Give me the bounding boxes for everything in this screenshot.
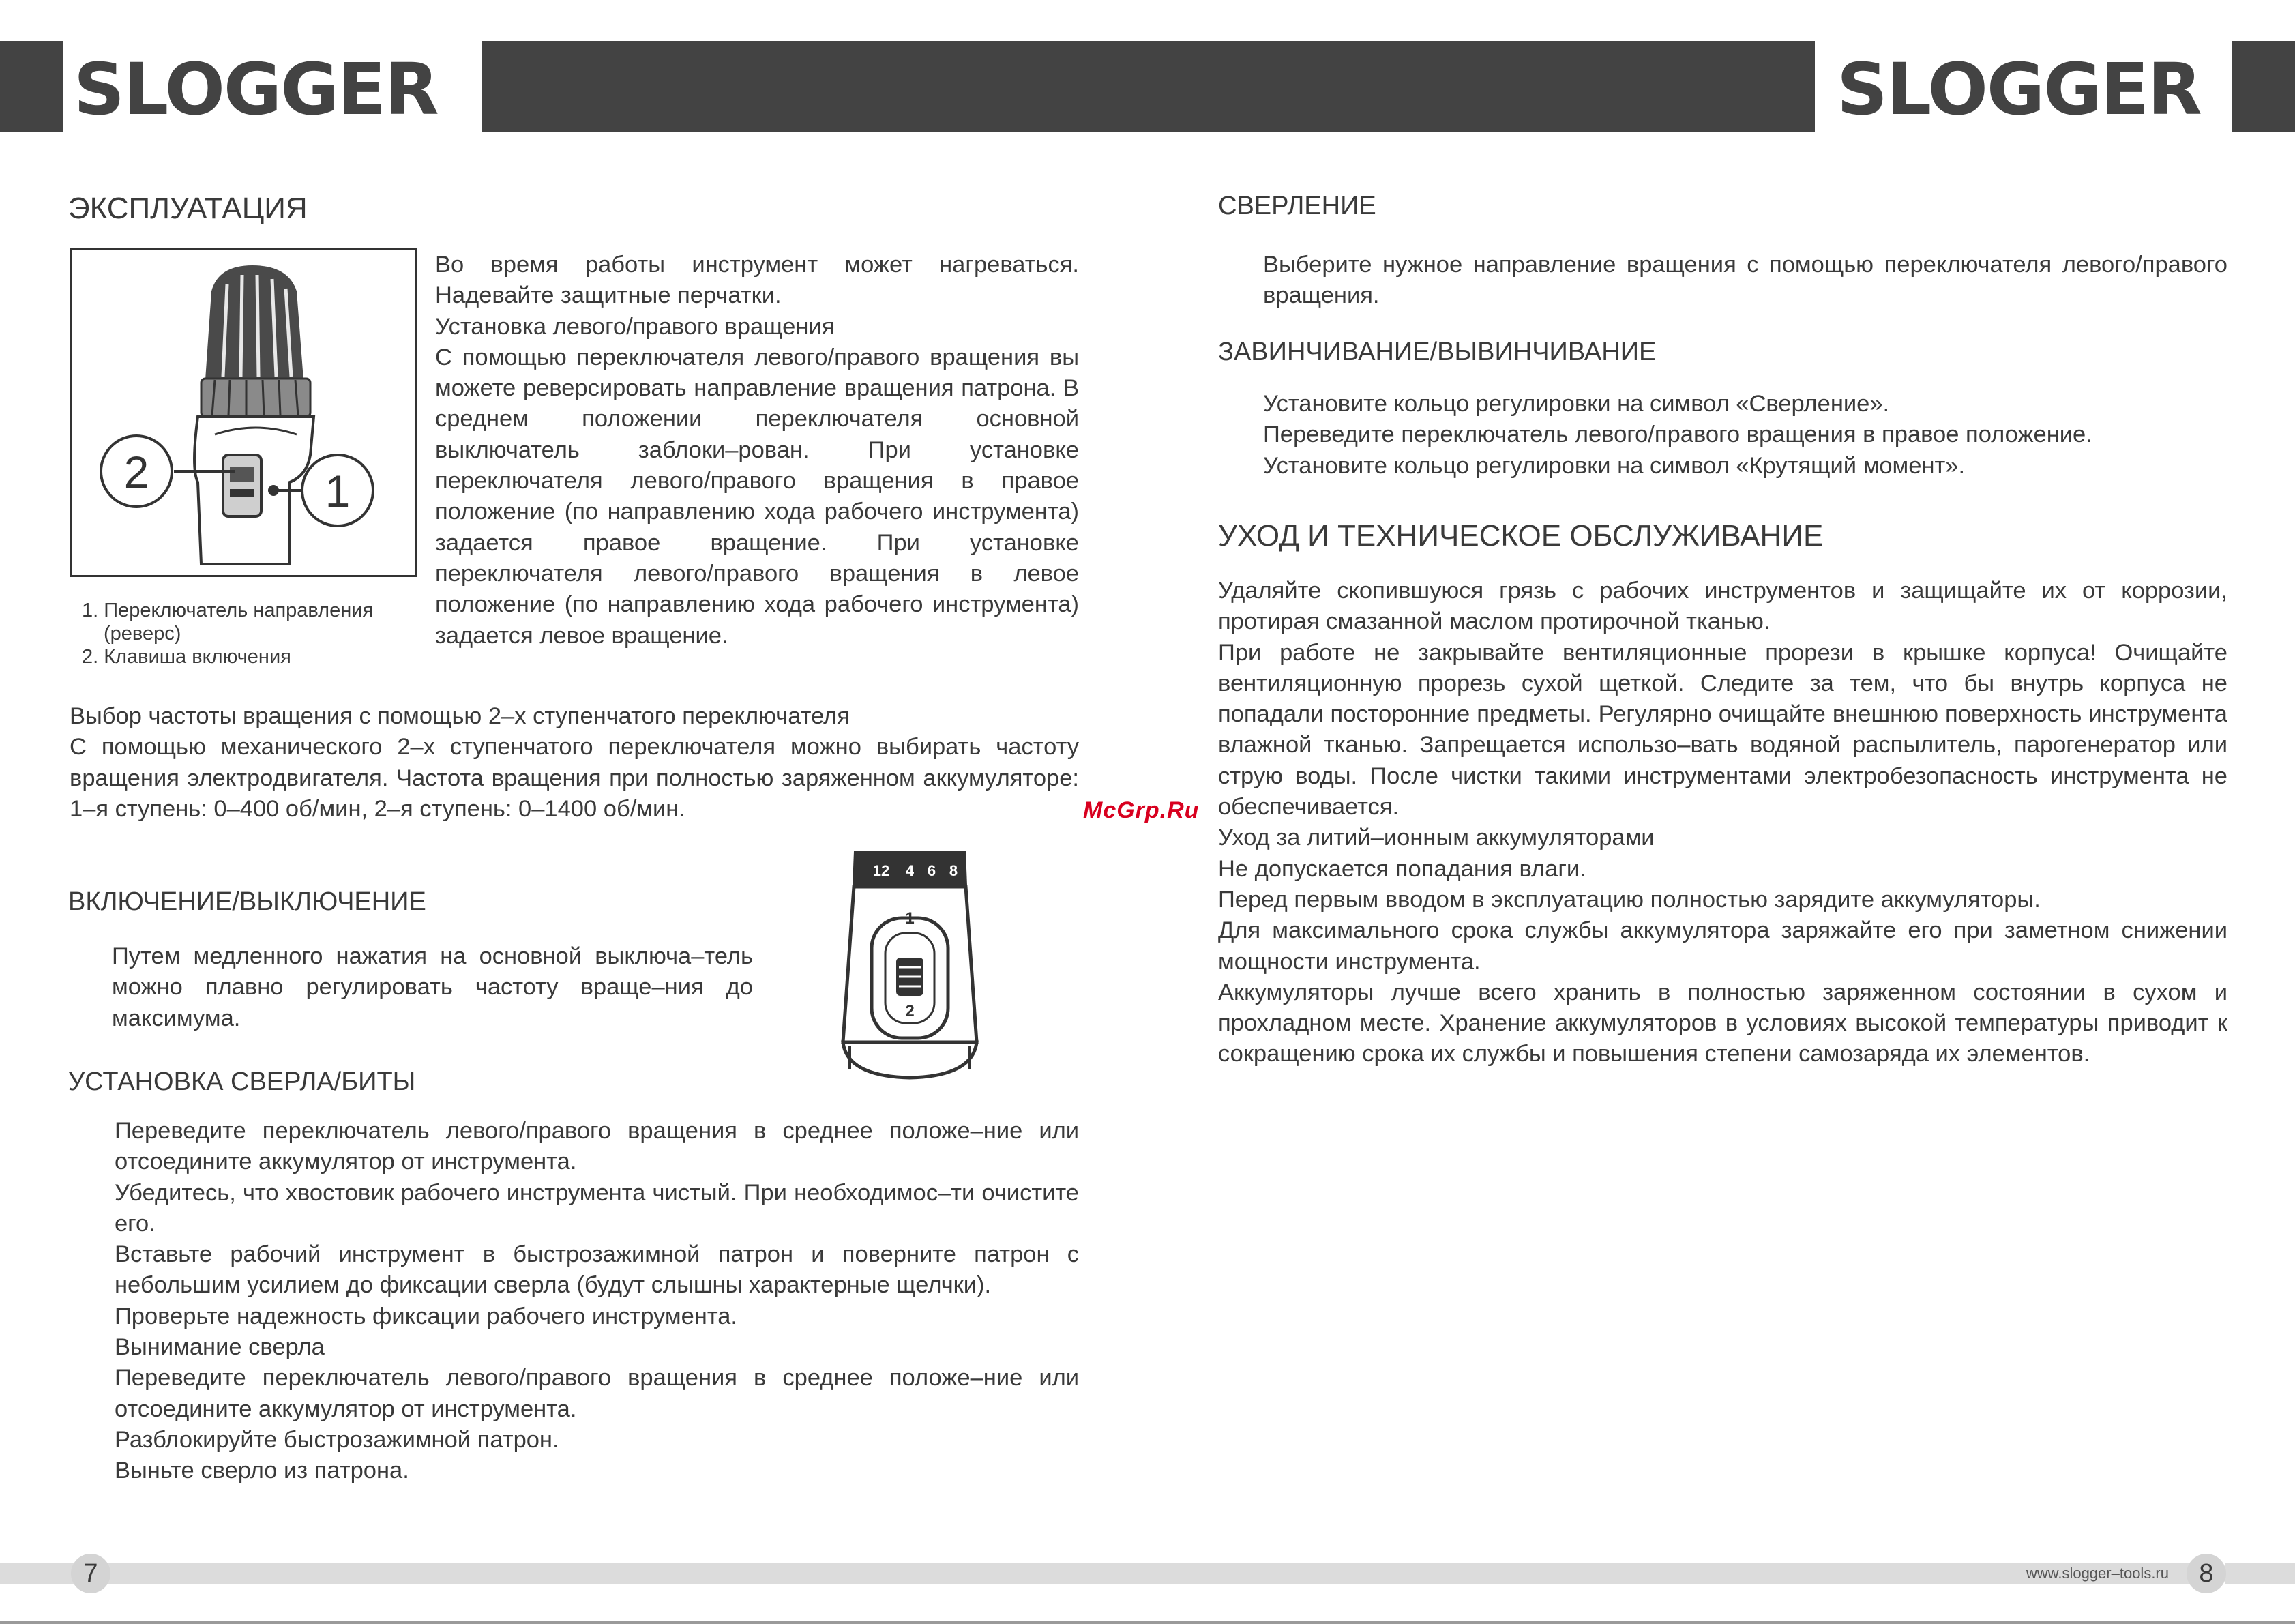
header-right-block [2232, 41, 2295, 132]
section-title-drilling: СВЕРЛЕНИЕ [1218, 192, 1376, 220]
paragraph: С помощью переключателя левого/правого вращения вы можете реверсировать направление вращения патрона. В среднем положении переключателя основной выключатель заблоки–рован. При установке переключателя левого/правого вращения в правое положение (по направлению хода рабочего инструмента) задается правое вращение. При установке переключателя левого/правого вращения в левое положение (по направлению хода рабочего инструмента) задается левое вращение. [435, 344, 1079, 649]
paragraph: С помощью механического 2–х ступенчатого переключателя можно выбирать частоту вращения электродвигателя. Частота вращения при полностью заряженном аккумуляторе: 1–я ступень: 0–400 об/мин, 2–я ступень: 0–1400 об/мин. [70, 734, 1079, 822]
paragraph: Для максимального срока службы аккумулятора заряжайте его при заметном снижении мощности инструмента. [1218, 917, 2227, 975]
section-title-bit-install: УСТАНОВКА СВЕРЛА/БИТЫ [68, 1067, 416, 1096]
paragraph: Перед первым вводом в эксплуатацию полностью зарядите аккумуляторы. [1218, 886, 2041, 913]
footer-url[interactable]: www.slogger–tools.ru [2026, 1565, 2169, 1582]
logo-left: SLOGGER [74, 48, 438, 131]
caption-item-1: 1. Переключатель направления [82, 600, 374, 621]
paragraph: При работе не закрывайте вентиляционные прорези в крышке корпуса! Очищайте вентиляционную прорезь сухой щеткой. Следите за тем, что бы внутрь корпуса не попадали посторонние предметы. Регулярно очищайте внешнюю поверхность инструмента влажной тканью. Запрещается использо–вать водяной распылитель, парогенератор или струю воды. После чистки такими инструментами электробезопасность инструмента не обеспечивается. [1218, 639, 2227, 821]
section-title-screwing: ЗАВИНЧИВАНИЕ/ВЫВИНЧИВАНИЕ [1218, 338, 1657, 366]
switch-figure [833, 838, 986, 1090]
paragraph: Установите кольцо регулировки на символ «Крутящий момент». [1263, 452, 1966, 479]
dial-label-4: 4 [905, 862, 915, 879]
paragraph: Выньте сверло из патрона. [115, 1458, 409, 1484]
freq-body [70, 701, 1079, 825]
paragraph: Переведите переключатель левого/правого вращения в правое положение. [1263, 422, 2092, 448]
paragraph: Разблокируйте быстрозажимной патрон. [115, 1426, 559, 1453]
paragraph: Вставьте рабочий инструмент в быстрозажимной патрон и поверните патрон с небольшим усилием до фиксации сверла (будут слышны характерные щелчки). [115, 1241, 1079, 1299]
section-title-onoff: ВКЛЮЧЕНИЕ/ВЫКЛЮЧЕНИЕ [68, 887, 426, 916]
ekspl-body [435, 250, 1079, 651]
watermark: McGrp.Ru [1083, 797, 1200, 823]
switch-label-1: 1 [905, 909, 915, 928]
dial-label-12: 12 [872, 862, 890, 879]
paragraph: Аккумуляторы лучше всего хранить в полностью заряженном состоянии в сухом и прохладном месте. Хранение аккумуляторов в условиях высокой температуры приводит к сокращению срока их службы и повышения степени самозаряда их элементов. [1218, 979, 2227, 1067]
callout-1-label: 1 [325, 466, 351, 516]
footer-bar-left [0, 1563, 2189, 1584]
bit-install-body [115, 1116, 1079, 1487]
section-title-care: УХОД И ТЕХНИЧЕСКОЕ ОБСЛУЖИВАНИЕ [1218, 519, 1824, 552]
drill-figure [70, 248, 417, 577]
screwing-body [1263, 389, 2232, 482]
paragraph-subtitle: Уход за литий–ионным аккумуляторами [1218, 825, 1655, 851]
caption-item-1-cont: (реверс) [104, 623, 181, 645]
page-number-left: 7 [71, 1554, 110, 1593]
callout-2-label: 2 [123, 447, 149, 497]
bottom-rule [0, 1621, 2295, 1624]
drill-illustration [72, 250, 415, 575]
paragraph: Удаляйте скопившуюся грязь с рабочих инструментов и защищайте их от коррозии, протирая смазанной маслом протирочной тканью. [1218, 578, 2227, 635]
paragraph-subtitle: Установка левого/правого вращения [435, 313, 835, 340]
figure-caption [82, 599, 423, 668]
section-title-ekspluatatsiya: ЭКСПЛУАТАЦИЯ [68, 192, 308, 225]
logo-right: SLOGGER [1837, 48, 2201, 131]
paragraph: Переведите переключатель левого/правого вращения в среднее положе–ние или отсоедините аккумулятор от инструмента. [115, 1365, 1079, 1422]
switch-label-2: 2 [905, 1002, 915, 1020]
dial-label-6: 6 [927, 862, 936, 879]
paragraph: Установите кольцо регулировки на символ «Сверление». [1263, 391, 1890, 417]
paragraph: Во время работы инструмент может нагреваться. Надевайте защитные перчатки. [435, 252, 1079, 309]
paragraph-subtitle: Выбор частоты вращения с помощью 2–х ступенчатого переключателя [70, 703, 850, 729]
header-left-block [0, 41, 63, 132]
page-number-right: 8 [2187, 1554, 2226, 1593]
header-bar [482, 41, 1815, 132]
care-body [1218, 576, 2227, 1070]
footer-bar-right [2225, 1563, 2295, 1584]
paragraph-subtitle: Вынимание сверла [115, 1334, 325, 1361]
onoff-body: Путем медленного нажатия на основной выключа–тель можно плавно регулировать частоту враще–ния до максимума. [112, 943, 753, 1031]
paragraph: Проверьте надежность фиксации рабочего инструмента. [115, 1303, 738, 1329]
paragraph: Не допускается попадания влаги. [1218, 855, 1586, 882]
paragraph: Переведите переключатель левого/правого вращения в среднее положе–ние или отсоедините аккумулятор от инструмента. [115, 1118, 1079, 1175]
caption-item-2: 2. Клавиша включения [82, 646, 291, 668]
paragraph: Убедитесь, что хвостовик рабочего инструмента чистый. При необходимос–ти очистите его. [115, 1179, 1079, 1237]
drilling-body: Выберите нужное направление вращения с помощью переключателя левого/правого вращения. [1263, 252, 2227, 309]
dial-label-8: 8 [949, 862, 958, 879]
